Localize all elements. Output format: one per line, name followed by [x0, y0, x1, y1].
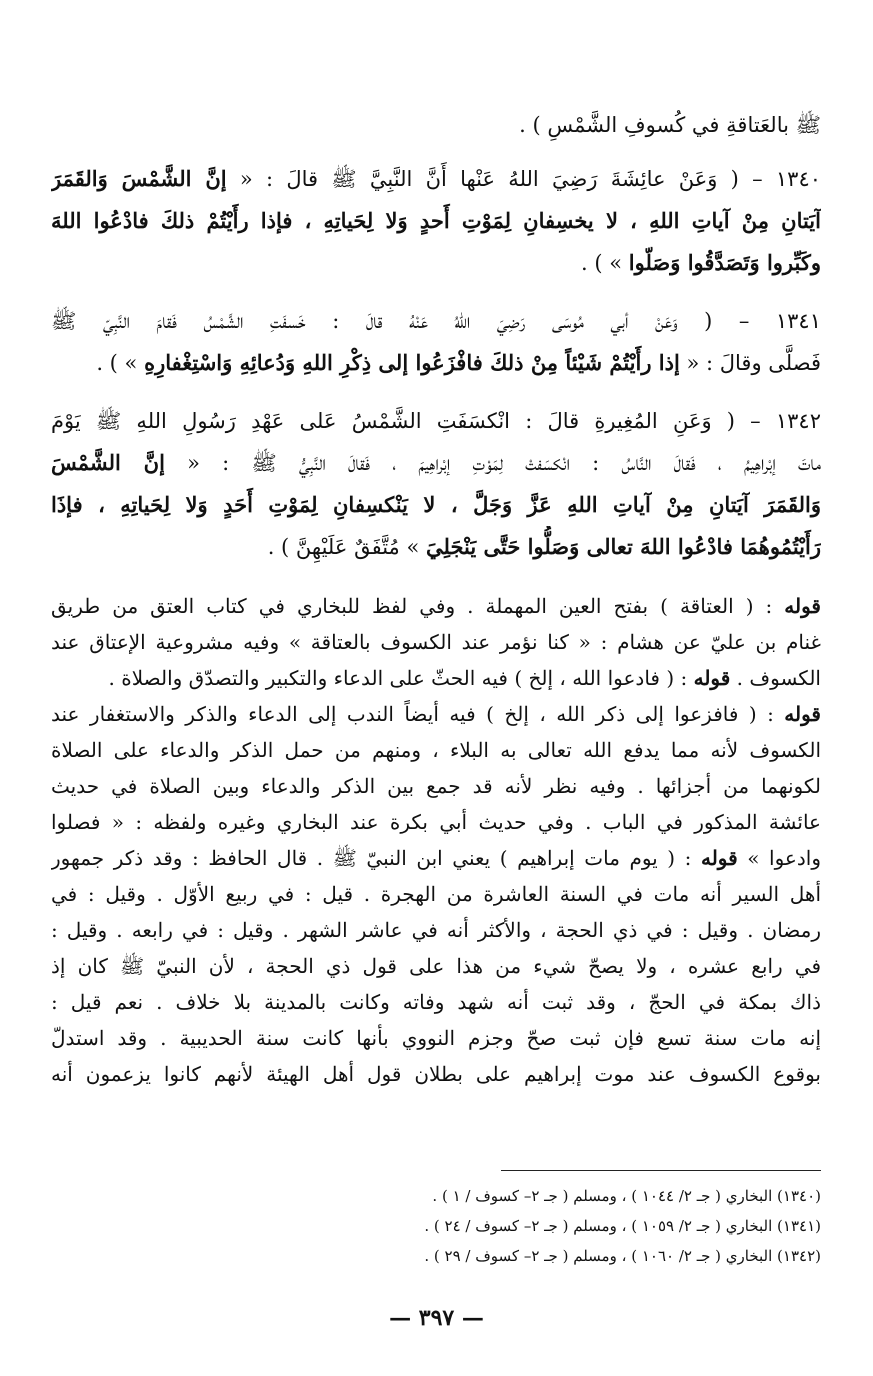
text-line: [51, 442, 821, 484]
line-text: وادعوا »: [737, 846, 821, 870]
line-text: آيَتانِ مِنْ آياتِ اللهِ ، لا يخسِفانِ لِمَوْتِ أَحدٍ وَلا لِحَياتِهِ ، فإذا رأَيْتُمْ ذلكَ فادْعُوا اللهَ: [51, 208, 821, 233]
line-text: عائشة المذكور في الباب . وفي حديث أبي بكرة عند البخاري وغيره ولفظه : « فصلوا: [51, 810, 821, 834]
line-text: : ( العتاقة ) بفتح العين المهملة . وفي لفظ للبخاري في كتاب العتق من طريق: [51, 594, 785, 618]
hadith-quote: إذا رأَيْتُمْ شَيْئاً مِنْ ذلكَ فافْزَعُوا إلى ذِكْرِ اللهِ وَدُعائِهِ وَاسْتِغْفارِهِ: [144, 350, 680, 375]
footnote-1340: (١٣٤٠) البخاري ( جـ ٢/ ١٠٤٤ ) ، ومسلم ( جـ ٢– كسوف / ١ ) .: [432, 1187, 821, 1205]
qawluhu-label: قوله: [693, 666, 731, 690]
text-line: [51, 526, 821, 568]
line-text: » مُتَّفَقٌ عَلَيْهِنَّ ) .: [267, 535, 427, 559]
line-text: : ( فادعوا الله ، إلخ ) فيه الحثّ على الدعاء والتكبير والتصدّق والصلاة .: [108, 666, 694, 690]
hadith-quote: إنَّ الشَّمْسَ وَالقَمَرَ: [51, 166, 227, 191]
footnote-1341: (١٣٤١) البخاري ( جـ ٢/ ١٠٥٩ ) ، ومسلم ( جـ ٢– كسوف / ٢٤ ) .: [424, 1217, 821, 1235]
hadith-quote: إنَّ الشَّمْسَ: [51, 450, 165, 475]
line-text: ١٣٤٠ – ( وَعَنْ عائِشَةَ رَضِيَ اللهُ عَنْها أَنَّ النَّبِيَّ ﷺ قالَ : «: [226, 167, 821, 191]
line-text: لكونهما من أجزائها . وفيه نظر لأنه قد جمع بين الذكر والدعاء وبين الصلاة في حديث: [51, 774, 821, 798]
hadith-quote-line: [51, 200, 821, 242]
line-text: رمضان . وقيل : في ذي الحجة ، والأكثر أنه في عاشر الشهر . وقيل : في رابعه . وقيل :: [51, 918, 821, 942]
commentary-line: [51, 876, 821, 912]
line-text: غنام بن عليّ عن هشام : « كنا نؤمر عند الكسوف بالعتاقة » وفيه مشروعية الإعتاق عند: [51, 630, 821, 654]
line-text: أهل السير أنه مات في السنة العاشرة من الهجرة . قيل : في ربيع الأوّل . وقيل : في: [51, 882, 821, 906]
line-text: » ) .: [96, 351, 145, 375]
commentary-line: [51, 660, 821, 696]
commentary-line: [51, 912, 821, 948]
commentary-line: [51, 732, 821, 768]
commentary-line: [51, 624, 821, 660]
line-text: في رابع عشره ، ولا يصحّ شيء من هذا على قول ذي الحجة ، لأن النبيّ ﷺ كان إذ: [51, 954, 821, 978]
line-text: إنه مات سنة تسع فإن ثبت صحّ وجزم النووي بأنها كانت سنة الحديبية . وقد استدلّ: [51, 1026, 821, 1050]
line-text: وَالقَمَرَ آيَتانِ مِنْ آياتِ اللهِ عَزَّ وَجَلَّ ، لا يَنْكسِفانِ لِمَوْتِ أَحَدٍ وَلا لِحَياتِهِ ، فإذَا: [51, 492, 821, 517]
text-line: [51, 242, 821, 284]
hadith-quote: وكَبِّروا وَتَصَدَّقُوا وَصَلّوا: [628, 250, 821, 275]
commentary-line: [51, 1056, 821, 1092]
line-text: الكسوف لأنه مما يدفع الله تعالى به البلاء ، ومنهم من حمل الذكر والدعاء على الصلاة: [51, 738, 821, 762]
hadith-quote-line: [51, 484, 821, 526]
page-number: — ٣٩٧ —: [389, 1305, 484, 1331]
line-text: : ( يوم مات إبراهيم ) يعني ابن النبيّ ﷺ . قال الحافظ : وقد ذكر جمهور: [51, 846, 701, 870]
line-text: فَصلَّى وقالَ : «: [679, 351, 821, 375]
line-text: ذاك بمكة في الحجّ ، وقد ثبت أنه شهد وفاته وكانت بالمدينة بلا خلاف . نعم قيل :: [51, 990, 821, 1014]
text-line: [51, 104, 821, 146]
footnote-1342: (١٣٤٢) البخاري ( جـ ٢/ ١٠٦٠ ) ، ومسلم ( جـ ٢– كسوف / ٢٩ ) .: [424, 1247, 821, 1265]
hadith-1342-line: [51, 400, 821, 442]
line-text: : ( فافزعوا إلى ذكر الله ، إلخ ) فيه أيضاً الندب إلى الدعاء والذكر والاستغفار عند: [51, 702, 785, 726]
line-text: » ) .: [581, 251, 629, 275]
hadith-1340-line: [51, 158, 821, 200]
text-line: [51, 342, 821, 384]
line-text: الكسوف .: [730, 666, 821, 690]
commentary-line: [51, 804, 821, 840]
commentary-line: [51, 696, 821, 732]
line-text: ماتَ إبْراهِيمُ ، فَقالَ النَّاسُ : انْكسَفتْ لِمَوْتِ إبْراهِيمَ ، فَقالَ النَّبِيُّ ﷺ : «: [164, 451, 821, 475]
commentary-line: [51, 768, 821, 804]
commentary-line: [51, 1020, 821, 1056]
qawluhu-label: قوله: [700, 846, 738, 870]
qawluhu-label: قوله: [784, 702, 821, 726]
commentary-line: [51, 588, 821, 624]
hadith-1341-line: [51, 300, 821, 342]
hadith-quote: رَأَيْتُمُوهُمَا فادْعُوا اللهَ تعالى وَصَلُّوا حَتَّى يَنْجَلِيَ: [426, 534, 821, 559]
commentary-line: [51, 948, 821, 984]
line-text: بوقوع الكسوف عند موت إبراهيم على بطلان قول أهل الهيئة لأنهم كانوا يزعمون أنه: [51, 1062, 821, 1086]
line-text: ١٣٤٢ – ( وَعَنِ المُغِيرةِ قالَ : انْكسَفَتِ الشَّمْسُ عَلى عَهْدِ رَسُولِ اللهِ ﷺ يَوْمَ: [51, 409, 821, 433]
line-text: ﷺ بالعَتاقةِ في كُسوفِ الشَّمْسِ ) .: [519, 113, 821, 137]
commentary-line: [51, 840, 821, 876]
line-text: ١٣٤١ – ( وَعَنْ أبي مُوسَى رَضِيَ اللهُ عَنْهُ قالَ : خَسفَتِ الشَّمْسُ فَقامَ النَّبِيّ ﷺ: [51, 309, 821, 333]
commentary-line: [51, 984, 821, 1020]
qawluhu-label: قوله: [784, 594, 821, 618]
footnote-divider: [501, 1170, 821, 1171]
